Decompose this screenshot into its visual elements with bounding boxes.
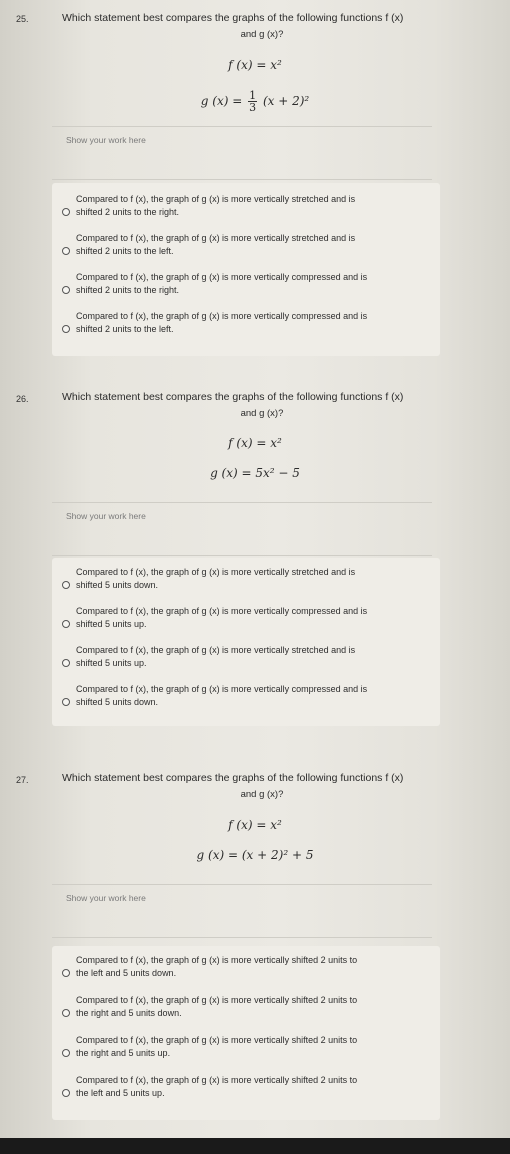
- bottom-bar: [0, 1138, 510, 1154]
- work-label: Show your work here: [66, 893, 146, 903]
- work-label: Show your work here: [66, 511, 146, 521]
- answer-choices: [52, 946, 440, 1120]
- answer-choice[interactable]: Compared to f (x), the graph of g (x) is more vertically shifted 2 units to the left and 5 units up.: [52, 1072, 440, 1112]
- equation-f: f (x) = x²: [228, 436, 282, 450]
- radio-button[interactable]: [62, 969, 70, 977]
- fraction: $\frac{1}{3}$: [249, 89, 257, 114]
- question-prompt: [62, 11, 462, 40]
- radio-button[interactable]: [62, 247, 70, 255]
- answer-choice[interactable]: Compared to f (x), the graph of g (x) is more vertically stretched and is shifted 5 units down.: [52, 564, 440, 604]
- equation-g: g (x) = 5x² − 5: [210, 466, 300, 480]
- question-number: 27.: [16, 775, 29, 785]
- answer-choices: [52, 558, 440, 726]
- answer-choice[interactable]: Compared to f (x), the graph of g (x) is more vertically compressed and is shifted 5 units up.: [52, 603, 440, 643]
- radio-button[interactable]: [62, 698, 70, 706]
- answer-choice[interactable]: Compared to f (x), the graph of g (x) is more vertically shifted 2 units to the left and 5 units down.: [52, 952, 440, 992]
- answer-choice[interactable]: Compared to f (x), the graph of g (x) is more vertically stretched and is shifted 2 units to the right.: [52, 191, 440, 231]
- answer-choice[interactable]: Compared to f (x), the graph of g (x) is more vertically compressed and is shifted 2 units to the left.: [52, 308, 440, 348]
- prompt-line-2: and g (x)?: [240, 29, 284, 40]
- equation-f: f (x) = x²: [228, 58, 282, 72]
- prompt-line-2: and g (x)?: [240, 789, 284, 800]
- answer-choice[interactable]: Compared to f (x), the graph of g (x) is more vertically stretched and is shifted 2 units to the left.: [52, 230, 440, 270]
- prompt-line-1: Which statement best compares the graphs of the following functions f (x): [62, 772, 404, 784]
- work-area[interactable]: [52, 884, 432, 938]
- question-number: 26.: [16, 394, 29, 404]
- answer-choice[interactable]: Compared to f (x), the graph of g (x) is more vertically compressed and is shifted 5 units down.: [52, 681, 440, 721]
- work-area[interactable]: [52, 502, 432, 556]
- work-label: Show your work here: [66, 135, 146, 145]
- work-area[interactable]: [52, 126, 432, 180]
- answer-choice[interactable]: Compared to f (x), the graph of g (x) is more vertically shifted 2 units to the right and 5 units up.: [52, 1032, 440, 1072]
- question-prompt: [62, 390, 462, 419]
- question-prompt: [62, 771, 462, 800]
- radio-button[interactable]: [62, 581, 70, 589]
- radio-button[interactable]: [62, 1089, 70, 1097]
- prompt-line-1: Which statement best compares the graphs of the following functions f (x): [62, 12, 404, 24]
- radio-button[interactable]: [62, 208, 70, 216]
- answer-choices: [52, 183, 440, 356]
- prompt-line-2: and g (x)?: [240, 408, 284, 419]
- radio-button[interactable]: [62, 659, 70, 667]
- radio-button[interactable]: [62, 620, 70, 628]
- answer-choice[interactable]: Compared to f (x), the graph of g (x) is more vertically shifted 2 units to the right and 5 units down.: [52, 992, 440, 1032]
- equation-g: g (x) = (x + 2)² + 5: [196, 848, 314, 862]
- radio-button[interactable]: [62, 1009, 70, 1017]
- radio-button[interactable]: [62, 1049, 70, 1057]
- prompt-line-1: Which statement best compares the graphs of the following functions f (x): [62, 391, 404, 403]
- question-number: 25.: [16, 14, 29, 24]
- answer-choice[interactable]: Compared to f (x), the graph of g (x) is more vertically stretched and is shifted 5 units up.: [52, 642, 440, 682]
- equation-f: f (x) = x²: [228, 818, 282, 832]
- answer-choice[interactable]: Compared to f (x), the graph of g (x) is more vertically compressed and is shifted 2 units to the right.: [52, 269, 440, 309]
- radio-button[interactable]: [62, 325, 70, 333]
- radio-button[interactable]: [62, 286, 70, 294]
- equation-g: g (x) = $\frac{1}{3}$ (x + 2)²: [200, 89, 310, 114]
